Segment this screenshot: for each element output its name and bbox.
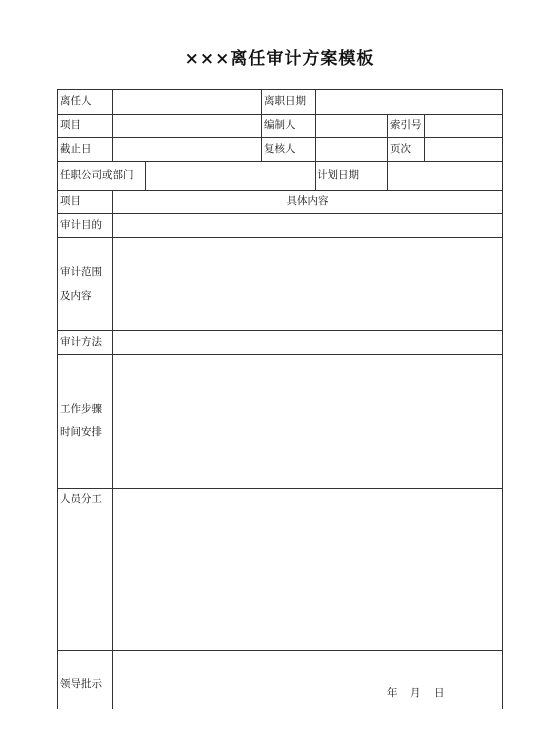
reviewer-field[interactable] xyxy=(316,138,386,161)
page-no-field[interactable] xyxy=(425,138,501,161)
leader-approval-label: 领导批示 xyxy=(60,678,102,690)
audit-purpose-label: 审计目的 xyxy=(60,219,102,231)
project-label: 项目 xyxy=(60,119,81,131)
departure-date-field[interactable] xyxy=(316,90,501,114)
index-no-label: 索引号 xyxy=(390,119,422,131)
item-column-header: 项目 xyxy=(60,195,81,207)
index-no-field[interactable] xyxy=(425,115,501,137)
audit-method-field[interactable] xyxy=(113,331,502,354)
work-steps-field[interactable] xyxy=(113,355,502,488)
signature-month: 月 xyxy=(410,687,421,699)
audit-plan-form xyxy=(57,89,503,709)
audit-purpose-field[interactable] xyxy=(113,214,502,237)
work-steps-label-1: 工作步骤 xyxy=(60,403,102,415)
audit-scope-label-1: 审计范围 xyxy=(60,266,102,278)
reviewer-label: 复核人 xyxy=(264,143,296,155)
departure-date-label: 离职日期 xyxy=(264,95,306,107)
audit-method-label: 审计方法 xyxy=(60,336,102,348)
departing-person-field[interactable] xyxy=(113,90,260,114)
prepared-by-field[interactable] xyxy=(316,115,386,137)
page-no-label: 页次 xyxy=(390,143,411,155)
audit-scope-label-2: 及内容 xyxy=(60,290,92,302)
signature-year: 年 xyxy=(387,687,398,699)
content-column-header: 具体内容 xyxy=(286,195,329,207)
deadline-field[interactable] xyxy=(113,138,260,161)
prepared-by-label: 编制人 xyxy=(264,119,296,131)
signature-day: 日 xyxy=(434,687,445,699)
departing-person-label: 离任人 xyxy=(60,95,92,107)
company-dept-field[interactable] xyxy=(146,162,314,190)
staff-division-field[interactable] xyxy=(113,489,502,650)
planned-date-field[interactable] xyxy=(388,162,501,190)
leader-approval-field[interactable] xyxy=(113,651,502,709)
audit-scope-field[interactable] xyxy=(113,238,502,330)
deadline-label: 截止日 xyxy=(60,143,92,155)
work-steps-label-2: 时间安排 xyxy=(60,426,102,438)
page-title: ×××离任审计方案模板 xyxy=(184,49,375,69)
staff-division-label: 人员分工 xyxy=(60,493,102,505)
planned-date-label: 计划日期 xyxy=(317,169,359,181)
company-dept-label: 任职公司或部门 xyxy=(60,169,134,181)
project-field[interactable] xyxy=(113,115,260,137)
